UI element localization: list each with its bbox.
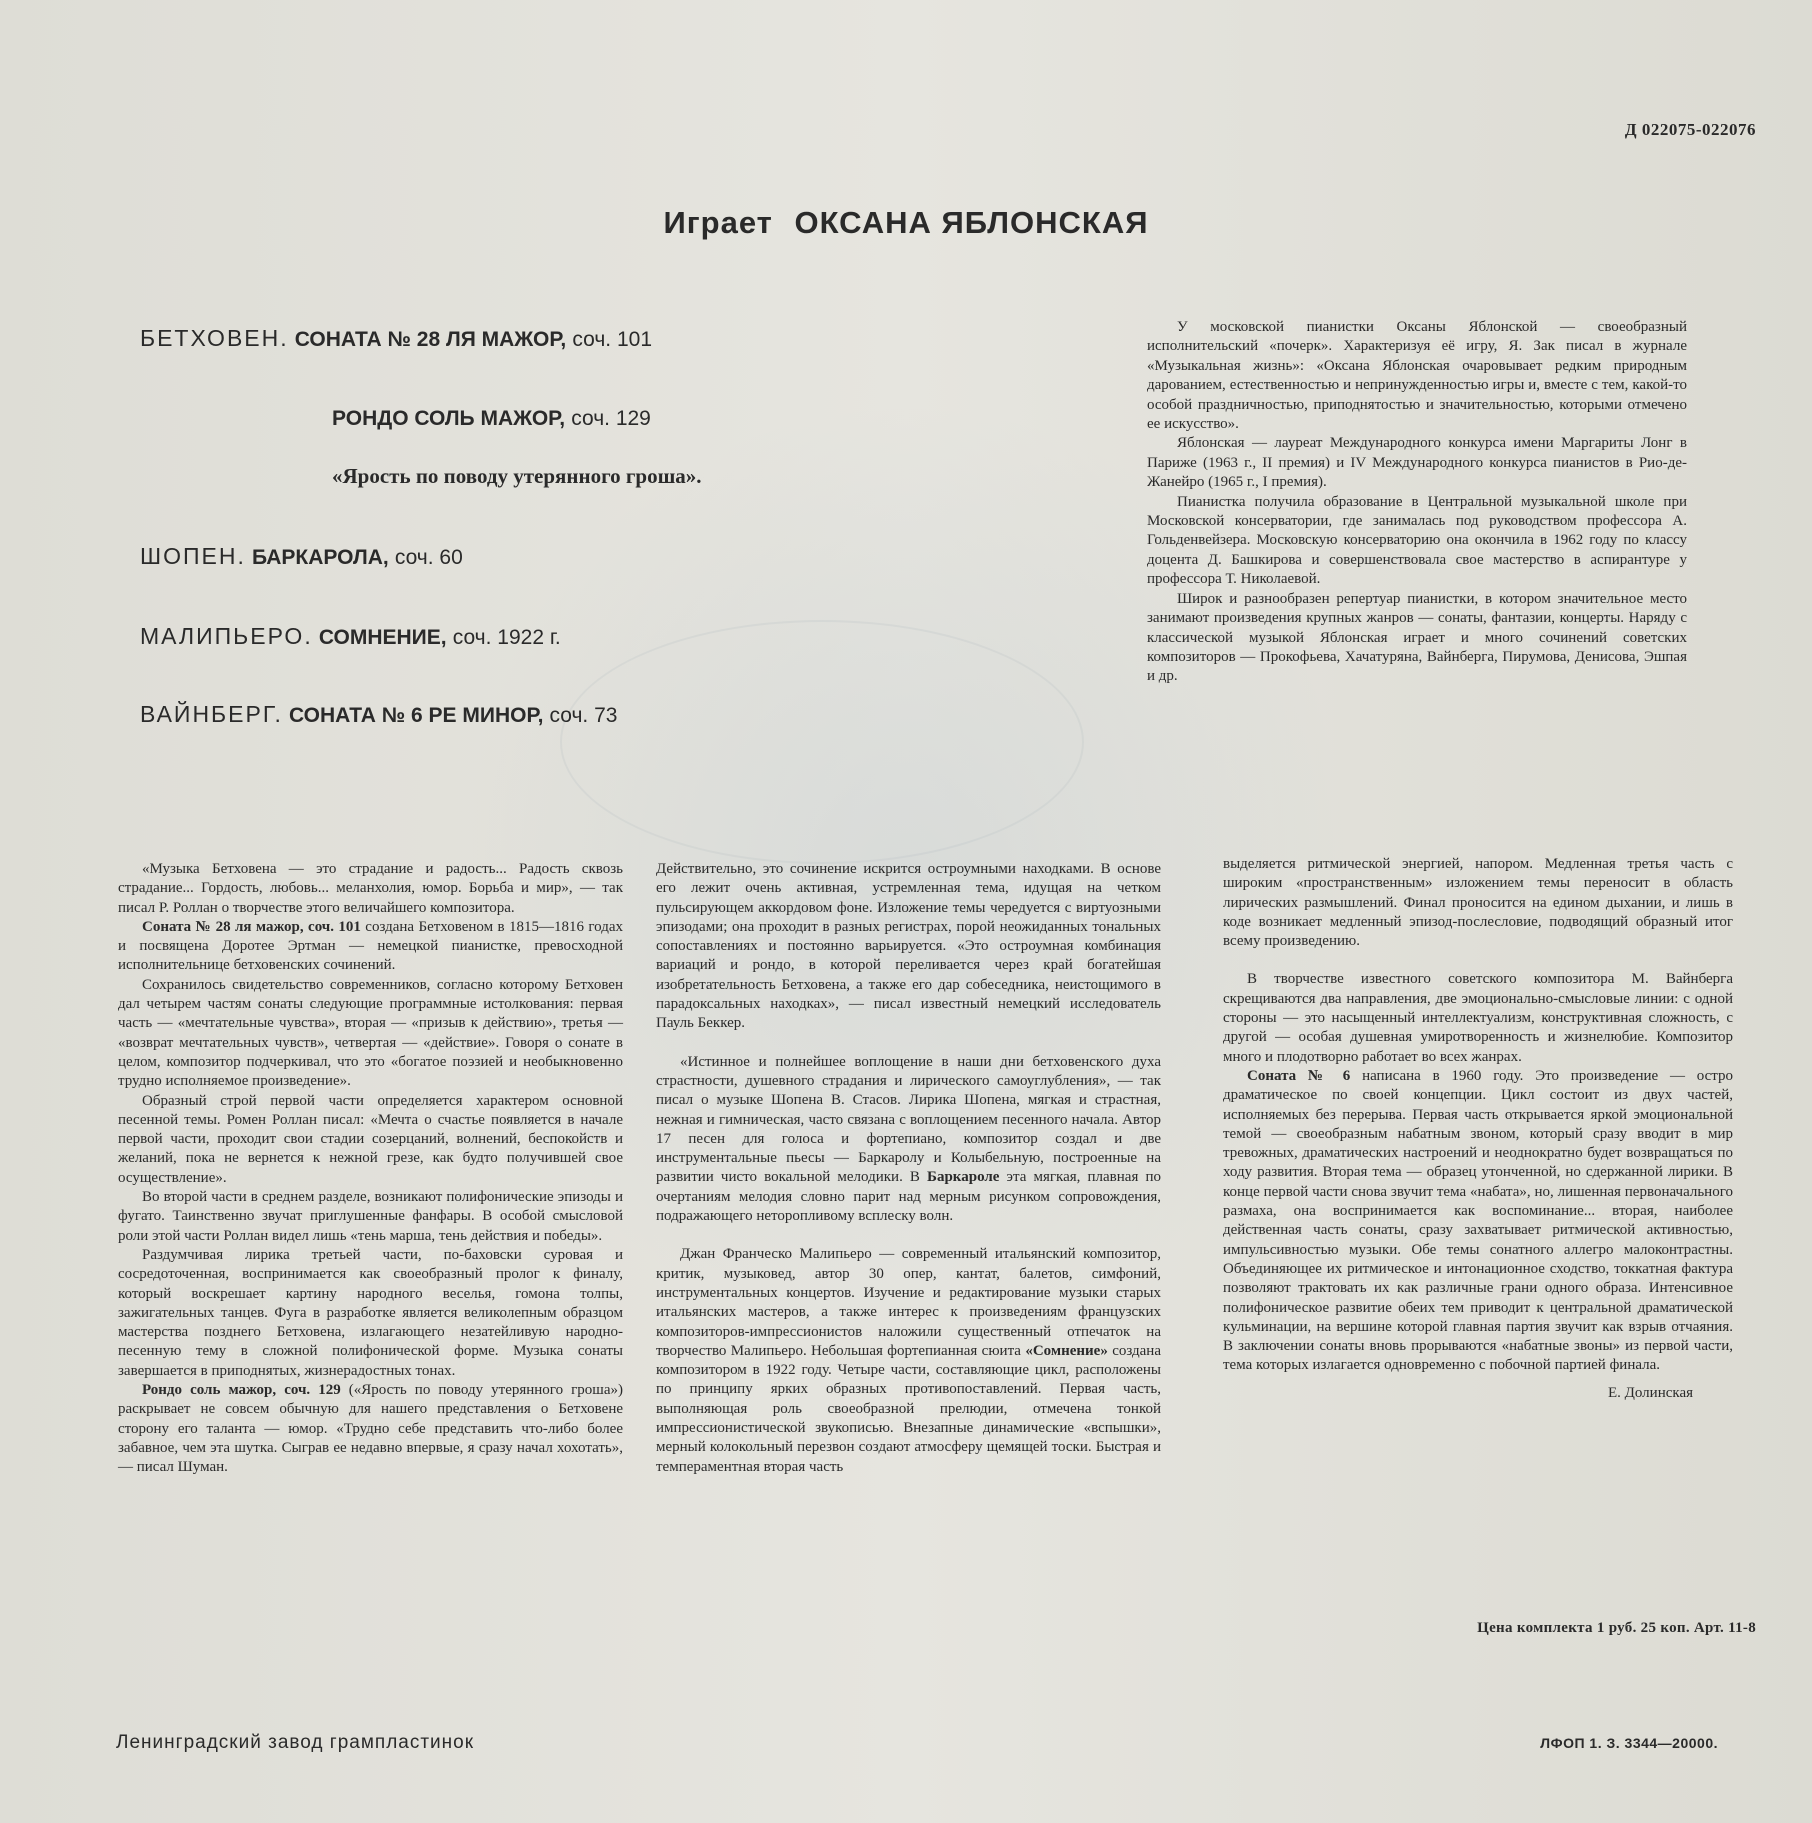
- factory-name: Ленинградский завод грампластинок: [116, 1732, 475, 1753]
- notes-column-2: [656, 860, 1161, 1477]
- program-composer: ВАЙНБЕРГ.: [140, 701, 283, 727]
- print-code: ЛФОП 1. З. 3344—20000.: [1540, 1735, 1718, 1751]
- notes-paragraph: «Музыка Бетховена — это страдание и радость... Радость сквозь страдание... Гордость, любовь... меланхолия, юмор. Борьба и мир», — так писал Р. Роллан о творчестве этого величайшего композитора.: [118, 861, 623, 916]
- notes-text: написана в 1960 году. Это произведение — остро драматическое по своей концепции. Цикл состоит из двух частей, исполняемых без перерыва. Первая часть открывается яркой эмоциональной темой — своеобразным набатным звоном, который сразу вводит в мир тревожных, драматических настроений и неоднократно будет возвращаться по ходу развития. Вторая тема — образец утонченной, но сдержанной лирики. В конце первой части снова звучит тема «набата», но, лишенная первоначального размаха, она воспринимается как воспоминание... вторая, наиболее действенная часть сонаты, сразу захватывает ритмической активностью, импульсивностью музыки. Обе темы сонатного аллегро малоконтрастны. Объединяющее их ритмическое и интонационное сходство, токкатная фактура позволяют трактовать их как различные грани одного образа. Интенсивное полифоническое развитие обеих тем приводит к центральной драматической кульминации, на вершине которой главная партия звучит как взрыв отчаяния. В заключении сонаты вновь прорываются «набатные звоны» из первой части, тема которых излагается одновременно с побочной партией финала.: [1223, 1067, 1733, 1374]
- notes-paragraph: [656, 1053, 1161, 1227]
- bio-paragraph: Широк и разнообразен репертуар пианистки, в котором значительное место занимают произведения крупных жанров — сонаты, фантазии, концерты. Наряду с классической музыкой Яблонская играет и много сочинений советских композиторов — Прокофьева, Хачатуряна, Вайнберга, Пирумова, Денисова, Эшпая и др.: [1147, 590, 1687, 685]
- program-work: РОНДО СОЛЬ МАЖОР,: [332, 407, 566, 430]
- bio-paragraph: Пианистка получила образование в Центральной музыкальной школе при Московской консерватории, где занималась под руководством профессора А. Гольденвейзера. Московскую консерваторию она окончила в 1962 году по классу доцента Д. Башкирова и совершенствовала свое мастерство в аспирантуре у профессора Т. Николаевой.: [1147, 493, 1687, 588]
- notes-paragraph: [118, 918, 623, 976]
- notes-text: («Ярость по поводу утерянного гроша») раскрывает не совсем обычную для нашего представления о Бетховене сторону его таланта — юмор. «Трудно себе представить что-либо более забавное, чем эта шутка. Сыграв ее недавно впервые, я сразу начал хохотать», — писал Шуман.: [118, 1382, 623, 1476]
- program-item: [332, 405, 651, 431]
- notes-text: Джан Франческо Малипьеро — современный итальянский композитор, критик, музыковед, автор 30 опер, кантат, балетов, симфоний, инструментальных концертов. Изучение и редактирование музыки старых итальянских мастеров, а также интерес к произведениям французских композиторов-импрессионистов наложили существенный отпечаток на творчество Малипьеро. Небольшая фортепианная сюита: [656, 1246, 1161, 1359]
- author-signature: Е. Долинская: [1607, 1384, 1693, 1401]
- headline: [0, 205, 1812, 241]
- notes-paragraph: Раздумчивая лирика третьей части, по-баховски суровая и сосредоточенная, воспринимается как своеобразный пролог к финалу, который воскрешает картину народного веселья, гомона толпы, зажигательных танцев. Фуга в разработке является великолепным образцом мастерства позднего Бетховена, излагающего незатейливую народно-песенную тему в сложной полифонической форме. Музыка сонаты завершается в приподнятых, жизнерадостных тонах.: [118, 1246, 623, 1379]
- headline-performer: ОКСАНА ЯБЛОНСКАЯ: [794, 205, 1149, 240]
- notes-text: эта мягкая, плавная по очертаниям мелодия словно парит над мерным рисунком сопровождения, подражающего неторопливому всплеску волн.: [656, 1169, 1161, 1225]
- performer-bio: [1147, 318, 1687, 687]
- notes-text: создана композитором в 1922 году. Четыре части, составляющие цикл, расположены по принципу ярких образных противопоставлений. Первая часть, выполняющая роль своеобразной прелюдии, отмечена тонкой импрессионистической звукописью. Внезапные динамические «вспышки», мерный колокольный перезвон создают атмосферу щемящей тоски. Быстрая и темпераментная вторая часть: [656, 1342, 1161, 1475]
- program-work: СОМНЕНИЕ,: [318, 626, 447, 649]
- notes-paragraph: [1223, 1067, 1733, 1376]
- headline-plays: Играет: [663, 205, 773, 240]
- program-opus: соч. 1922 г.: [452, 626, 561, 649]
- program-item: [140, 325, 652, 352]
- catalog-number: Д 022075-022076: [1624, 120, 1756, 139]
- notes-paragraph: [118, 1381, 623, 1477]
- program-work: СОНАТА № 28 ЛЯ МАЖОР,: [294, 328, 567, 351]
- program-opus: соч. 129: [571, 407, 651, 430]
- program-work: БАРКАРОЛА,: [251, 546, 389, 569]
- notes-paragraph: [656, 1245, 1161, 1477]
- program-opus: соч. 60: [394, 546, 463, 569]
- work-title: Рондо соль мажор, соч. 129: [142, 1382, 341, 1399]
- work-title: Соната № 6: [1247, 1067, 1351, 1084]
- notes-paragraph: В творчестве известного советского композитора М. Вайнберга скрещиваются два направления, две эмоционально-смысловые линии: с одной стороны — это насыщенный интеллектуализм, конструктивная сложность, с другой — особая душевная умиротворенность и жизнелюбие. Композитор много и плодотворно работает во всех жанрах.: [1223, 971, 1733, 1065]
- program-composer: ШОПЕН.: [140, 543, 246, 569]
- notes-column-3: [1223, 855, 1733, 1403]
- price-label: Цена комплекта 1 руб. 25 коп. Арт. 11-8: [1477, 1620, 1756, 1636]
- program-opus: соч. 101: [572, 328, 653, 351]
- program-work: СОНАТА № 6 РЕ МИНОР,: [289, 704, 544, 727]
- notes-paragraph: Действительно, это сочинение искрится остроумными находками. В основе его лежит очень активная, устремленная тема, идущая на четком пульсирующем аккордовом фоне. Изложение темы чередуется с виртуозными эпизодами; она проходит в разных регистрах, порой неожиданных тональных сопоставлениях и постоянно варьируется. «Это остроумная комбинация вариаций и рондо, в которой переливается через край богатейшая изобретательность Бетховена, а также его дар собеседника, неистощимого в парадоксальных находках», — писал известный немецкий исследователь Пауль Беккер.: [656, 861, 1161, 1032]
- work-title: Соната № 28 ля мажор, соч. 101: [142, 918, 361, 935]
- notes-text: создана Бетховеном в 1815—1816 годах и посвящена Доротее Эртман — немецкой пианистке, превосходной исполнительнице бетховенских сочинений.: [118, 918, 623, 974]
- program-composer: БЕТХОВЕН.: [140, 325, 289, 351]
- notes-text: «Истинное и полнейшее воплощение в наши дни бетховенского духа страстности, душевного страдания и лирического самоуглубления», — так писал о музыке Шопена В. Стасов. Лирика Шопена, мягкая и страстная, нежная и гимническая, часто связана с воплощением песенного начала. Автор 17 песен для голоса и фортепиано, композитор создал и две инструментальные пьесы — Баркаролу и Колыбельную, построенные на развитии чисто вокальной мелодики. В: [656, 1053, 1161, 1186]
- notes-column-1: [118, 860, 623, 1478]
- program-opus: соч. 73: [549, 704, 618, 727]
- disc-impression: [560, 620, 1084, 864]
- program-work: «Ярость по поводу утерянного гроша».: [332, 464, 702, 488]
- notes-paragraph: Образный строй первой части определяется характером основной песенной темы. Ромен Роллан писал: «Мечта о счастье появляется в начале первой части, проходит свои стадии созерцаний, волнений, беспокойств и желаний, пока не вернется к нежной грезе, как будто получившей свое осуществление».: [118, 1092, 623, 1186]
- program-item: [332, 463, 702, 489]
- program-item: [140, 623, 561, 650]
- work-title: Баркароле: [927, 1169, 1000, 1186]
- bio-paragraph: Яблонская — лауреат Международного конкурса имени Маргариты Лонг в Париже (1963 г., II премия) и IV Международного конкурса пианистов в Рио-де-Жанейро (1965 г., I премия).: [1147, 435, 1687, 491]
- bio-paragraph: У московской пианистки Оксаны Яблонской — своеобразный исполнительский «почерк». Характеризуя её игру, Я. Зак писал в журнале «Музыкальная жизнь»: «Оксана Яблонская очаровывает редким природным дарованием, естественностью и непринужденностью игры и, вместе с тем, какой-то особой праздничностью, приподнятостью и значительностью, которыми отмечено ее искусство».: [1147, 319, 1687, 433]
- notes-paragraph: Во второй части в среднем разделе, возникают полифонические эпизоды и фугато. Таинственно звучат приглушенные фанфары. В особой смысловой роли этой части Роллан видел лишь «тень марша, тень действия и победы».: [118, 1189, 623, 1244]
- work-title: «Сомнение»: [1025, 1342, 1108, 1359]
- program-item: [140, 543, 463, 570]
- program-item: [140, 701, 617, 728]
- program-composer: МАЛИПЬЕРО.: [140, 623, 313, 649]
- notes-paragraph: выделяется ритмической энергией, напором. Медленная третья часть с широким «пространственным» изложением темы переносит в область лирических размышлений. Финал проносится на едином дыхании, и лишь в коде возникает медленный эпизод-послесловие, подводящий образный итог всему произведению.: [1223, 856, 1733, 950]
- notes-paragraph: Сохранилось свидетельство современников, согласно которому Бетховен дал четырем частям сонаты следующие программные истолкования: первая часть — «мечтательные чувства», вторая — «призыв к действию», третья — «возврат мечтательных чувств», четвертая — «действие». Говоря о сонате в целом, композитор подчеркивал, что это «богатое поэзией и необыкновенно трудно исполняемое произведение».: [118, 976, 623, 1090]
